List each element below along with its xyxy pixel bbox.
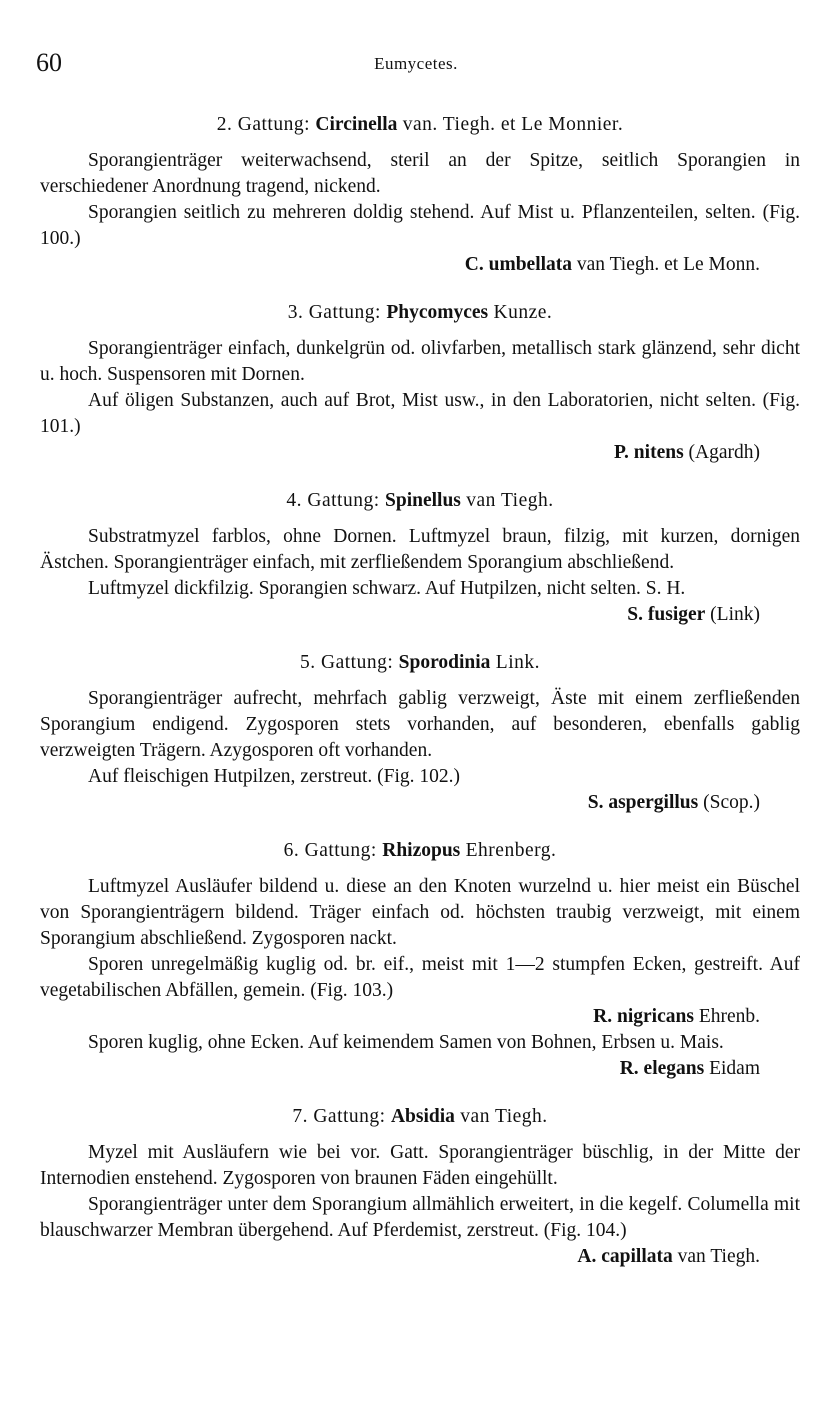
genus-name: Circinella xyxy=(315,114,398,135)
species-author: (Link) xyxy=(710,604,760,625)
species-name: A. capillata xyxy=(577,1246,673,1267)
genus-heading xyxy=(40,112,800,138)
genus-name: Absidia xyxy=(390,1106,455,1127)
genus-author: Kunze. xyxy=(493,302,553,323)
species-line xyxy=(40,252,800,278)
genus-name: Sporodinia xyxy=(398,652,491,673)
genus-heading xyxy=(40,650,800,676)
species-line xyxy=(40,790,800,816)
genus-heading xyxy=(40,1104,800,1130)
page-header xyxy=(36,48,796,84)
page-number: 60 xyxy=(36,48,62,77)
genus-author: Ehrenberg. xyxy=(465,840,557,861)
genus-author: van. Tiegh. et Le Monnier. xyxy=(402,114,624,135)
page-body xyxy=(40,112,800,1292)
description-paragraph: Substratmyzel farblos, ohne Dornen. Luftmyzel braun, filzig, mit kurzen, dornigen Ästchen. Sporangienträger einfach, mit zerfließendem Sporangium abschließend. xyxy=(40,526,800,573)
genus-heading xyxy=(40,838,800,864)
species-author: van Tiegh. xyxy=(677,1246,760,1267)
description-paragraph: Sporangien seitlich zu mehreren doldig stehend. Auf Mist u. Pflanzenteilen, selten. (Fig. 100.) xyxy=(40,202,800,249)
description-paragraph: Auf öligen Substanzen, auch auf Brot, Mist usw., in den Laboratorien, nicht selten. (Fig. 101.) xyxy=(40,390,800,437)
description-paragraph: Myzel mit Ausläufern wie bei vor. Gatt. Sporangienträger büschlig, in der Mitte der Internodien enstehend. Zygosporen von braunen Fäden eingehüllt. xyxy=(40,1142,800,1189)
species-author: Ehrenb. xyxy=(698,1006,760,1027)
genus-number: 2. Gattung: xyxy=(216,114,311,135)
genus-heading xyxy=(40,488,800,514)
species-author: Eidam xyxy=(709,1058,760,1079)
description-paragraph: Luftmyzel dickfilzig. Sporangien schwarz. Auf Hutpilzen, nicht selten. S. H. xyxy=(88,578,686,599)
species-author: van Tiegh. et Le Monn. xyxy=(576,254,760,275)
genus-section-absidia xyxy=(40,1104,800,1270)
description-paragraph: Sporangienträger aufrecht, mehrfach gablig verzweigt, Äste mit einem zerfließenden Sporangium endigend. Zygosporen stets vorhanden, auf besonderen, ebenfalls gablig verzweigten Trägern. Azygosporen oft vorhanden. xyxy=(40,688,800,761)
species-line xyxy=(40,1004,800,1030)
running-title: Eumycetes. xyxy=(374,54,458,73)
genus-name: Spinellus xyxy=(385,490,461,511)
genus-number: 5. Gattung: xyxy=(300,652,394,673)
genus-number: 3. Gattung: xyxy=(287,302,381,323)
genus-number: 4. Gattung: xyxy=(286,490,380,511)
description-paragraph: Sporen kuglig, ohne Ecken. Auf keimendem Samen von Bohnen, Erbsen u. Mais. xyxy=(88,1032,724,1053)
description-paragraph: Auf fleischigen Hutpilzen, zerstreut. (Fig. 102.) xyxy=(88,766,461,787)
description-paragraph: Sporangienträger einfach, dunkelgrün od. olivfarben, metallisch stark glänzend, sehr dicht u. hoch. Suspensoren mit Dornen. xyxy=(40,338,800,385)
species-line xyxy=(40,440,800,466)
description-paragraph: Sporangienträger weiterwachsend, steril an der Spitze, seitlich Sporangien in verschiedener Anordnung tragend, nickend. xyxy=(40,150,800,197)
genus-author: van Tiegh. xyxy=(460,1106,548,1127)
description-paragraph: Sporangienträger unter dem Sporangium allmählich erweitert, in die kegelf. Columella mit blauschwarzer Membran übergehend. Auf Pferdemist, zerstreut. (Fig. 104.) xyxy=(40,1194,800,1241)
species-line xyxy=(40,602,800,628)
species-author: (Agardh) xyxy=(688,442,760,463)
genus-author: Link. xyxy=(495,652,540,673)
species-name: S. fusiger xyxy=(627,604,706,625)
description-paragraph: Sporen unregelmäßig kuglig od. br. eif., meist mit 1—2 stumpfen Ecken, gestreift. Auf vegetabilischen Abfällen, gemein. (Fig. 103.) xyxy=(40,954,800,1001)
species-name: R. elegans xyxy=(619,1058,705,1079)
genus-section-sporodinia xyxy=(40,650,800,816)
species-line xyxy=(40,1056,800,1082)
species-name: P. nitens xyxy=(613,442,684,463)
genus-section-spinellus xyxy=(40,488,800,628)
species-name: R. nigricans xyxy=(593,1006,694,1027)
species-author: (Scop.) xyxy=(703,792,760,813)
genus-number: 6. Gattung: xyxy=(283,840,377,861)
description-paragraph: Luftmyzel Ausläufer bildend u. diese an den Knoten wurzelnd u. hier meist ein Büschel von Sporangienträgern bildend. Träger einfach od. höchsten traubig verzweigt, mit einem Sporangium abschließend. Zygosporen nackt. xyxy=(40,876,800,949)
genus-number: 7. Gattung: xyxy=(292,1106,386,1127)
genus-author: van Tiegh. xyxy=(466,490,554,511)
species-line xyxy=(40,1244,800,1270)
genus-name: Phycomyces xyxy=(386,302,489,323)
species-name: S. aspergillus xyxy=(587,792,699,813)
species-name: C. umbellata xyxy=(464,254,573,275)
genus-heading xyxy=(40,300,800,326)
genus-section-rhizopus xyxy=(40,838,800,1082)
genus-name: Rhizopus xyxy=(382,840,461,861)
genus-section-circinella xyxy=(40,112,800,278)
genus-section-phycomyces xyxy=(40,300,800,466)
